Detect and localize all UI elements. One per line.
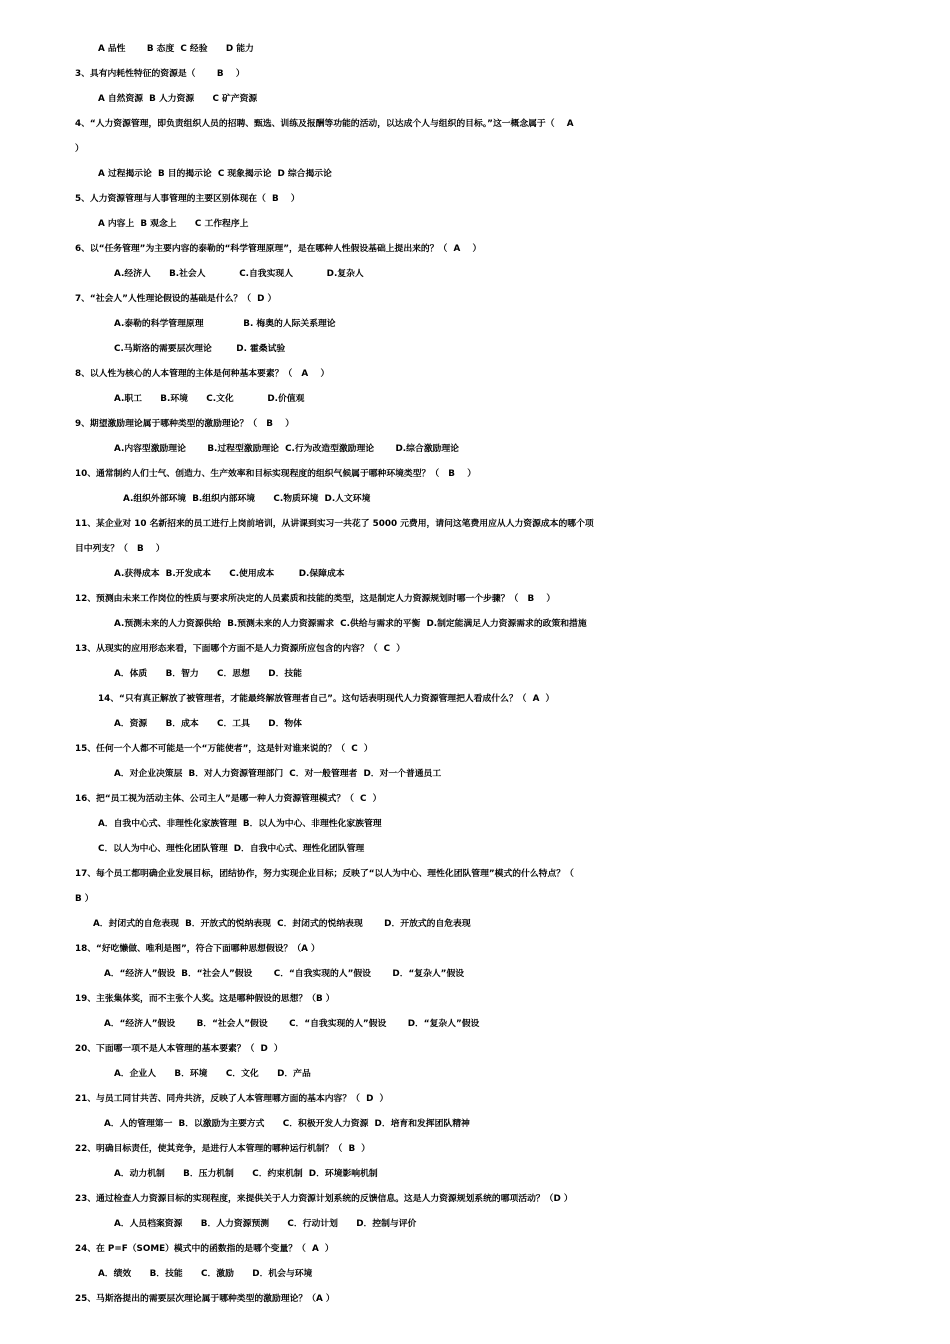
question-line: 16、把“员工视为活动主体、公司主人”是哪一种人力资源管理模式？（ C ） bbox=[75, 794, 382, 804]
question-line: 15、任何一个人都不可能是一个“万能使者”，这是针对谁来说的？（ C ） bbox=[75, 744, 373, 754]
options-line: A．动力机制 B．压力机制 C．约束机制 D．环境影响机制 bbox=[114, 1169, 378, 1179]
options-line: A．对企业决策层 B．对人力资源管理部门 C．对一般管理者 D．对一个普通员工 bbox=[114, 769, 442, 779]
text-line: A 品性 B 态度 C 经验 D 能力 bbox=[98, 44, 254, 54]
options-line: A.内容型激励理论 B.过程型激励理论 C.行为改造型激励理论 D.综合激励理论 bbox=[114, 444, 459, 454]
question-line: 6、以“任务管理”为主要内容的泰勒的“科学管理原理”，是在哪种人性假设基础上提出来的？（ A ） bbox=[75, 244, 482, 254]
continuation-line: B ） bbox=[75, 894, 94, 904]
question-line: 3、具有内耗性特征的资源是（ B ） bbox=[75, 69, 245, 79]
question-line: 17、每个员工都明确企业发展目标，团结协作，努力实现企业目标；反映了“以人为中心、理性化团队管理”模式的什么特点？（ bbox=[75, 869, 574, 879]
options-line: C．以人为中心、理性化团队管理 D．自我中心式、理性化团队管理 bbox=[98, 844, 365, 854]
options-line: A.获得成本 B.开发成本 C.使用成本 D.保障成本 bbox=[114, 569, 345, 579]
options-line: A.组织外部环境 B.组织内部环境 C.物质环境 D.人文环境 bbox=[123, 494, 371, 504]
question-line: 4、“人力资源管理，即负责组织人员的招聘、甄选、训练及报酬等功能的活动，以达成个人与组织的目标。”这一概念属于（ A bbox=[75, 119, 574, 129]
question-line: 20、下面哪一项不是人本管理的基本要素？（ D ） bbox=[75, 1044, 283, 1054]
question-line: 25、马斯洛提出的需要层次理论属于哪种类型的激励理论？（A ） bbox=[75, 1294, 335, 1304]
question-line: 24、在 P=F（SOME）模式中的函数指的是哪个变量？（ A ） bbox=[75, 1244, 334, 1254]
question-line: 7、“社会人”人性理论假设的基础是什么？（ D ） bbox=[75, 294, 277, 304]
options-line: A．资源 B．成本 C．工具 D．物体 bbox=[114, 719, 302, 729]
options-line: A.预测未来的人力资源供给 B.预测未来的人力资源需求 C.供给与需求的平衡 D.制定能满足人力资源需求的政策和措施 bbox=[114, 619, 587, 629]
question-line: 12、预测由未来工作岗位的性质与要求所决定的人员素质和技能的类型，这是制定人力资源规划时哪一个步骤？（ B ） bbox=[75, 594, 556, 604]
question-line: 11、某企业对 10 名新招来的员工进行上岗前培训，从讲课到实习一共花了 5000 元费用，请问这笔费用应从人力资源成本的哪个项 bbox=[75, 519, 594, 529]
question-line: 19、主张集体奖，而不主张个人奖。这是哪种假设的思想？（B ） bbox=[75, 994, 335, 1004]
options-line: A．“经济人”假设 B．“社会人”假设 C．“自我实现的人”假设 D．“复杂人”假设 bbox=[104, 1019, 480, 1029]
options-line: A 内容上 B 观念上 C 工作程序上 bbox=[98, 219, 249, 229]
options-line: A.泰勒的科学管理原理 B. 梅奥的人际关系理论 bbox=[114, 319, 336, 329]
options-line: A．人的管理第一 B．以激励为主要方式 C．积极开发人力资源 D．培育和发挥团队精神 bbox=[104, 1119, 470, 1129]
options-line: A．企业人 B．环境 C．文化 D．产品 bbox=[114, 1069, 311, 1079]
question-line: 5、人力资源管理与人事管理的主要区别体现在（ B ） bbox=[75, 194, 300, 204]
question-line: 10、通常制约人们士气、创造力、生产效率和目标实现程度的组织气候属于哪种环境类型？（ B ） bbox=[75, 469, 477, 479]
options-line: A.经济人 B.社会人 C.自我实现人 D.复杂人 bbox=[114, 269, 364, 279]
question-line: 18、“好吃懒做、唯利是图”，符合下面哪种思想假设？（A ） bbox=[75, 944, 320, 954]
options-line: C.马斯洛的需要层次理论 D. 霍桑试验 bbox=[114, 344, 286, 354]
options-line: A.职工 B.环境 C.文化 D.价值观 bbox=[114, 394, 305, 404]
question-line: 23、通过检查人力资源目标的实现程度，来提供关于人力资源计划系统的反馈信息。这是人力资源规划系统的哪项活动？（D ） bbox=[75, 1194, 573, 1204]
options-line: A．封闭式的自危表现 B．开放式的悦纳表现 C．封闭式的悦纳表现 D．开放式的自危表现 bbox=[93, 919, 471, 929]
question-line: 22、明确目标责任，使其竞争，是进行人本管理的哪种运行机制？（ B ） bbox=[75, 1144, 371, 1154]
options-line: A．人员档案资源 B．人力资源预测 C．行动计划 D．控制与评价 bbox=[114, 1219, 417, 1229]
options-line: A 自然资源 B 人力资源 C 矿产资源 bbox=[98, 94, 258, 104]
options-line: A．自我中心式、非理性化家族管理 B．以人为中心、非理性化家族管理 bbox=[98, 819, 382, 829]
question-line: 13、从现实的应用形态来看，下面哪个方面不是人力资源所应包含的内容？（ C ） bbox=[75, 644, 406, 654]
question-line: 8、以人性为核心的人本管理的主体是何种基本要素？（ A ） bbox=[75, 369, 330, 379]
question-line: 21、与员工同甘共苦、同舟共济，反映了人本管理哪方面的基本内容？（ D ） bbox=[75, 1094, 389, 1104]
continuation-line: ） bbox=[75, 144, 84, 154]
options-line: A．绩效 B．技能 C．激励 D．机会与环境 bbox=[98, 1269, 313, 1279]
question-line: 9、期望激励理论属于哪种类型的激励理论？（ B ） bbox=[75, 419, 294, 429]
continuation-line: 目中列支？（ B ） bbox=[75, 544, 165, 554]
options-line: A．“经济人”假设 B．“社会人”假设 C．“自我实现的人”假设 D．“复杂人”假设 bbox=[104, 969, 465, 979]
options-line: A 过程揭示论 B 目的揭示论 C 现象揭示论 D 综合揭示论 bbox=[98, 169, 332, 179]
options-line: A．体质 B．智力 C．思想 D．技能 bbox=[114, 669, 302, 679]
question-line: 14、“只有真正解放了被管理者，才能最终解放管理者自己”。这句话表明现代人力资源管理把人看成什么？（ A ） bbox=[98, 694, 555, 704]
